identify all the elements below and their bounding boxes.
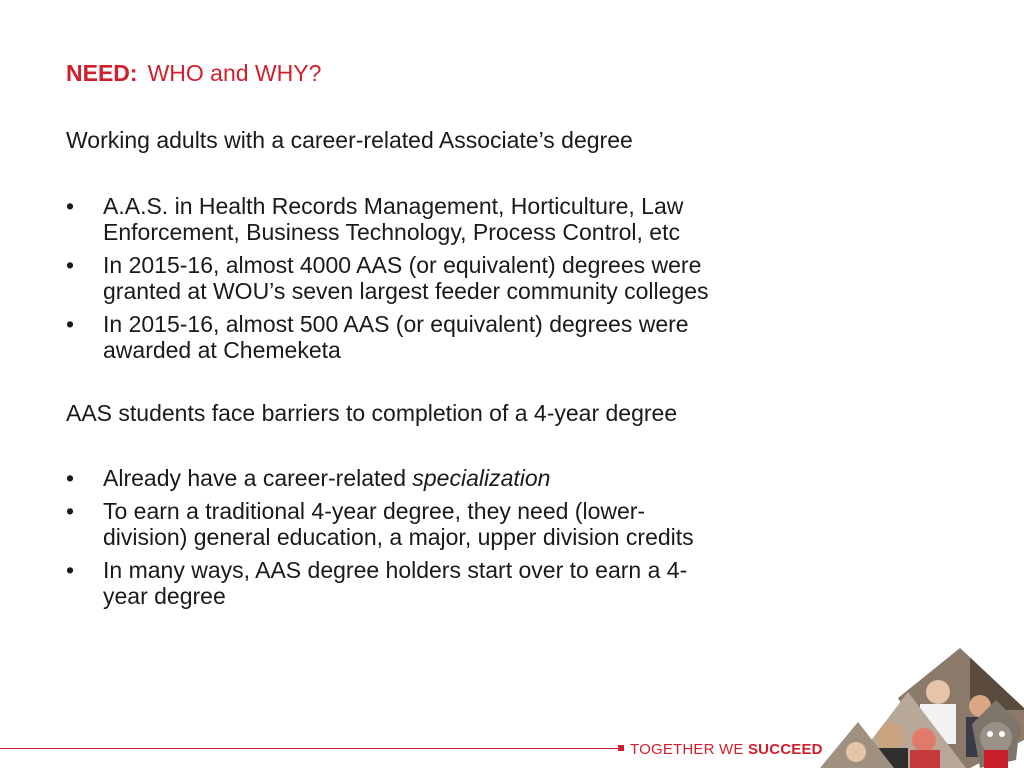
bullet-text: In 2015-16, almost 500 AAS (or equivalent) degrees were: [103, 311, 689, 337]
student-photo-collage-icon: [820, 640, 1024, 768]
bullet-text: In many ways, AAS degree holders start over to earn a 4-: [103, 557, 688, 583]
bullet-icon: •: [66, 193, 75, 219]
bullet-icon: •: [66, 557, 75, 583]
bullet-text: A.A.S. in Health Records Management, Horticulture, Law: [103, 193, 684, 219]
list-item: [66, 557, 694, 609]
list-item: [66, 193, 709, 245]
bullet-text: granted at WOU’s seven largest feeder community colleges: [103, 278, 709, 304]
section-heading-barriers: AAS students face barriers to completion of a 4-year degree: [66, 400, 678, 426]
title-need: NEED:: [66, 60, 138, 86]
bullet-text: Enforcement, Business Technology, Process Control, etc: [103, 219, 680, 245]
bullet-list-2: [66, 465, 694, 616]
list-item: [66, 498, 694, 550]
tagline-part-1: TOGETHER WE: [630, 741, 748, 758]
footer-divider: [0, 748, 618, 749]
bullet-text: In 2015-16, almost 4000 AAS (or equivalent) degrees were: [103, 252, 702, 278]
bullet-icon: •: [66, 465, 75, 491]
list-item: [66, 311, 709, 363]
bullet-text: year degree: [103, 583, 226, 609]
list-item: [66, 465, 694, 491]
section-heading-working-adults: Working adults with a career-related Associate’s degree: [66, 127, 633, 153]
footer-square-icon: [618, 745, 624, 751]
bullet-list-1: [66, 193, 709, 370]
tagline-part-2: SUCCEED: [747, 741, 823, 758]
bullet-icon: •: [66, 252, 75, 278]
slide-title: [66, 60, 321, 87]
bullet-text: To earn a traditional 4-year degree, they need (lower-: [103, 498, 646, 524]
bullet-text: Already have a career-related: [103, 465, 413, 491]
bullet-emphasis: specialization: [412, 465, 551, 491]
footer-tagline: [630, 741, 823, 758]
list-item: [66, 252, 709, 304]
bullet-icon: •: [66, 498, 75, 524]
bullet-text: division) general education, a major, upper division credits: [103, 524, 694, 550]
bullet-icon: •: [66, 311, 75, 337]
bullet-text: awarded at Chemeketa: [103, 337, 341, 363]
title-who-why: WHO and WHY?: [147, 60, 322, 86]
